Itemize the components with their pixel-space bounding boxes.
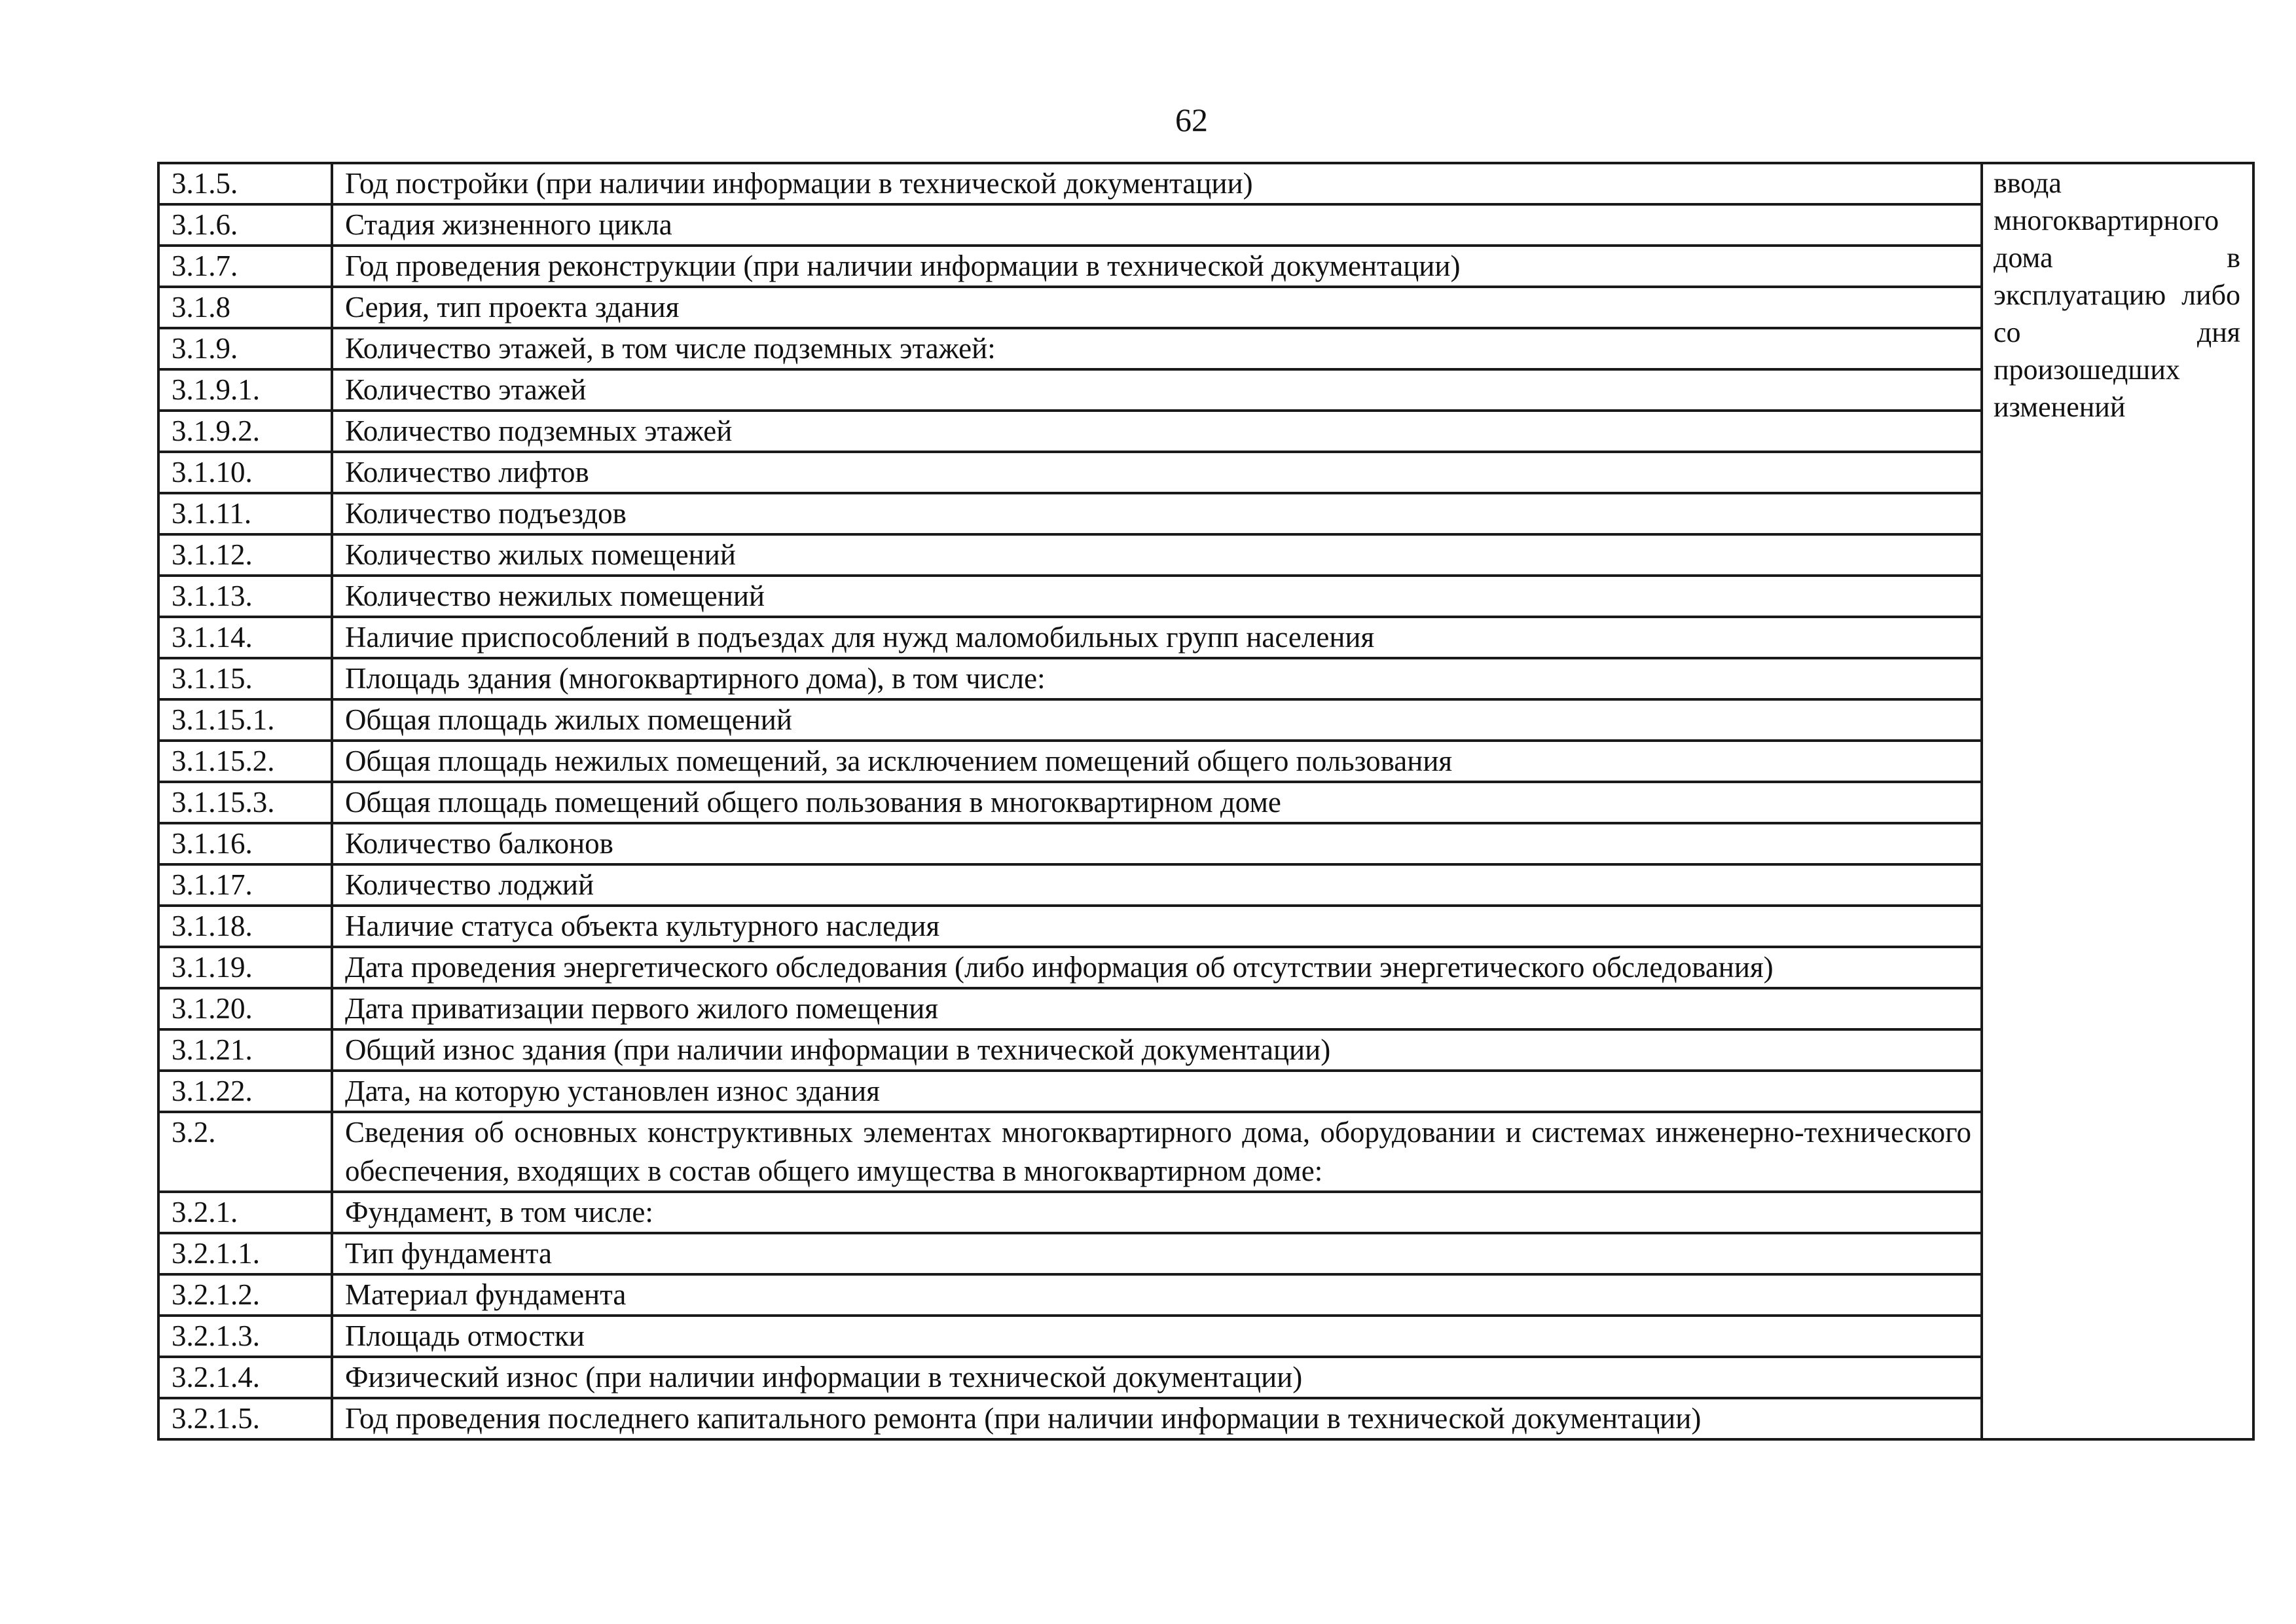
table-row bbox=[158, 617, 2253, 658]
table-row bbox=[158, 1192, 2253, 1233]
row-name: Материал фундамента bbox=[332, 1274, 1982, 1316]
note-line: со дня произошедших bbox=[1994, 316, 2240, 386]
row-name: Год постройки (при наличии информации в технической документации) bbox=[332, 163, 1982, 204]
data-table bbox=[157, 162, 2255, 1441]
table-row bbox=[158, 947, 2253, 988]
row-number: 3.1.8 bbox=[158, 287, 332, 328]
row-number: 3.1.9. bbox=[158, 328, 332, 369]
row-number: 3.1.6. bbox=[158, 204, 332, 246]
row-number: 3.1.21. bbox=[158, 1029, 332, 1071]
table-row bbox=[158, 1398, 2253, 1439]
note-line: дома в эксплуатацию либо bbox=[1994, 242, 2240, 311]
row-number: 3.2.1. bbox=[158, 1192, 332, 1233]
table-row bbox=[158, 823, 2253, 864]
table-row bbox=[158, 1274, 2253, 1316]
passport-table bbox=[157, 162, 2252, 1441]
row-number: 3.1.11. bbox=[158, 493, 332, 534]
row-name: Количество подземных этажей bbox=[332, 411, 1982, 452]
table-row bbox=[158, 741, 2253, 782]
row-name: Серия, тип проекта здания bbox=[332, 287, 1982, 328]
row-name: Количество подъездов bbox=[332, 493, 1982, 534]
row-name: Площадь отмостки bbox=[332, 1316, 1982, 1357]
table-row bbox=[158, 246, 2253, 287]
table-row bbox=[158, 576, 2253, 617]
row-number: 3.1.9.1. bbox=[158, 369, 332, 411]
row-number: 3.1.17. bbox=[158, 864, 332, 906]
table-row bbox=[158, 1316, 2253, 1357]
row-number: 3.1.22. bbox=[158, 1071, 332, 1112]
row-name: Год проведения последнего капитального ремонта (при наличии информации в технической документации) bbox=[332, 1398, 1982, 1439]
row-number: 3.1.15.1. bbox=[158, 699, 332, 741]
row-name: Стадия жизненного цикла bbox=[332, 204, 1982, 246]
table-row bbox=[158, 163, 2253, 204]
row-number: 3.1.7. bbox=[158, 246, 332, 287]
row-name: Количество нежилых помещений bbox=[332, 576, 1982, 617]
table-row bbox=[158, 369, 2253, 411]
row-number: 3.1.19. bbox=[158, 947, 332, 988]
row-name: Тип фундамента bbox=[332, 1233, 1982, 1274]
row-number: 3.1.18. bbox=[158, 906, 332, 947]
row-name: Общий износ здания (при наличии информации в технической документации) bbox=[332, 1029, 1982, 1071]
table-row bbox=[158, 864, 2253, 906]
row-number: 3.1.15.2. bbox=[158, 741, 332, 782]
row-name: Площадь здания (многоквартирного дома), в том числе: bbox=[332, 658, 1982, 699]
table-row bbox=[158, 699, 2253, 741]
table-row bbox=[158, 1071, 2253, 1112]
row-number: 3.1.12. bbox=[158, 534, 332, 576]
table-row bbox=[158, 988, 2253, 1029]
table-row bbox=[158, 452, 2253, 493]
row-name: Наличие статуса объекта культурного наследия bbox=[332, 906, 1982, 947]
row-name: Общая площадь нежилых помещений, за исключением помещений общего пользования bbox=[332, 741, 1982, 782]
row-name: Количество этажей, в том числе подземных этажей: bbox=[332, 328, 1982, 369]
row-name: Количество этажей bbox=[332, 369, 1982, 411]
row-name: Сведения об основных конструктивных элементах многоквартирного дома, оборудовании и системах инженерно-технического обеспечения, входящих в состав общего имущества в многоквартирном доме: bbox=[332, 1112, 1982, 1192]
row-number: 3.1.14. bbox=[158, 617, 332, 658]
row-name: Общая площадь помещений общего пользования в многоквартирном доме bbox=[332, 782, 1982, 823]
row-name: Количество балконов bbox=[332, 823, 1982, 864]
row-name: Фундамент, в том числе: bbox=[332, 1192, 1982, 1233]
table-row bbox=[158, 204, 2253, 246]
row-number: 3.2.1.3. bbox=[158, 1316, 332, 1357]
table-row bbox=[158, 534, 2253, 576]
row-name: Количество лоджий bbox=[332, 864, 1982, 906]
row-number: 3.1.9.2. bbox=[158, 411, 332, 452]
row-number: 3.2.1.2. bbox=[158, 1274, 332, 1316]
table-row bbox=[158, 1233, 2253, 1274]
row-number: 3.2. bbox=[158, 1112, 332, 1192]
row-number: 3.2.1.5. bbox=[158, 1398, 332, 1439]
note-line: изменений bbox=[1994, 391, 2126, 423]
table-row bbox=[158, 782, 2253, 823]
row-number: 3.1.15. bbox=[158, 658, 332, 699]
row-number: 3.1.16. bbox=[158, 823, 332, 864]
row-number: 3.1.5. bbox=[158, 163, 332, 204]
row-name: Количество жилых помещений bbox=[332, 534, 1982, 576]
row-name: Количество лифтов bbox=[332, 452, 1982, 493]
row-number: 3.1.13. bbox=[158, 576, 332, 617]
note-line: ввода многоквартирного bbox=[1994, 167, 2219, 236]
table-row bbox=[158, 1112, 2253, 1192]
row-name: Дата, на которую установлен износ здания bbox=[332, 1071, 1982, 1112]
table-row bbox=[158, 328, 2253, 369]
table-row bbox=[158, 658, 2253, 699]
table-row bbox=[158, 1029, 2253, 1071]
table-row bbox=[158, 287, 2253, 328]
row-name: Год проведения реконструкции (при наличии информации в технической документации) bbox=[332, 246, 1982, 287]
table-row bbox=[158, 493, 2253, 534]
row-number: 3.1.20. bbox=[158, 988, 332, 1029]
row-name: Наличие приспособлений в подъездах для нужд маломобильных групп населения bbox=[332, 617, 1982, 658]
table-row bbox=[158, 1357, 2253, 1398]
row-name: Общая площадь жилых помещений bbox=[332, 699, 1982, 741]
row-name: Дата проведения энергетического обследования (либо информация об отсутствии энергетического обследования) bbox=[332, 947, 1982, 988]
row-number: 3.2.1.1. bbox=[158, 1233, 332, 1274]
table-row bbox=[158, 411, 2253, 452]
table-row bbox=[158, 906, 2253, 947]
note-cell bbox=[1982, 163, 2253, 1439]
row-number: 3.2.1.4. bbox=[158, 1357, 332, 1398]
page-number: 62 bbox=[1175, 101, 1208, 138]
row-name: Дата приватизации первого жилого помещения bbox=[332, 988, 1982, 1029]
row-number: 3.1.15.3. bbox=[158, 782, 332, 823]
row-name: Физический износ (при наличии информации в технической документации) bbox=[332, 1357, 1982, 1398]
table-body bbox=[158, 163, 2253, 1439]
row-number: 3.1.10. bbox=[158, 452, 332, 493]
